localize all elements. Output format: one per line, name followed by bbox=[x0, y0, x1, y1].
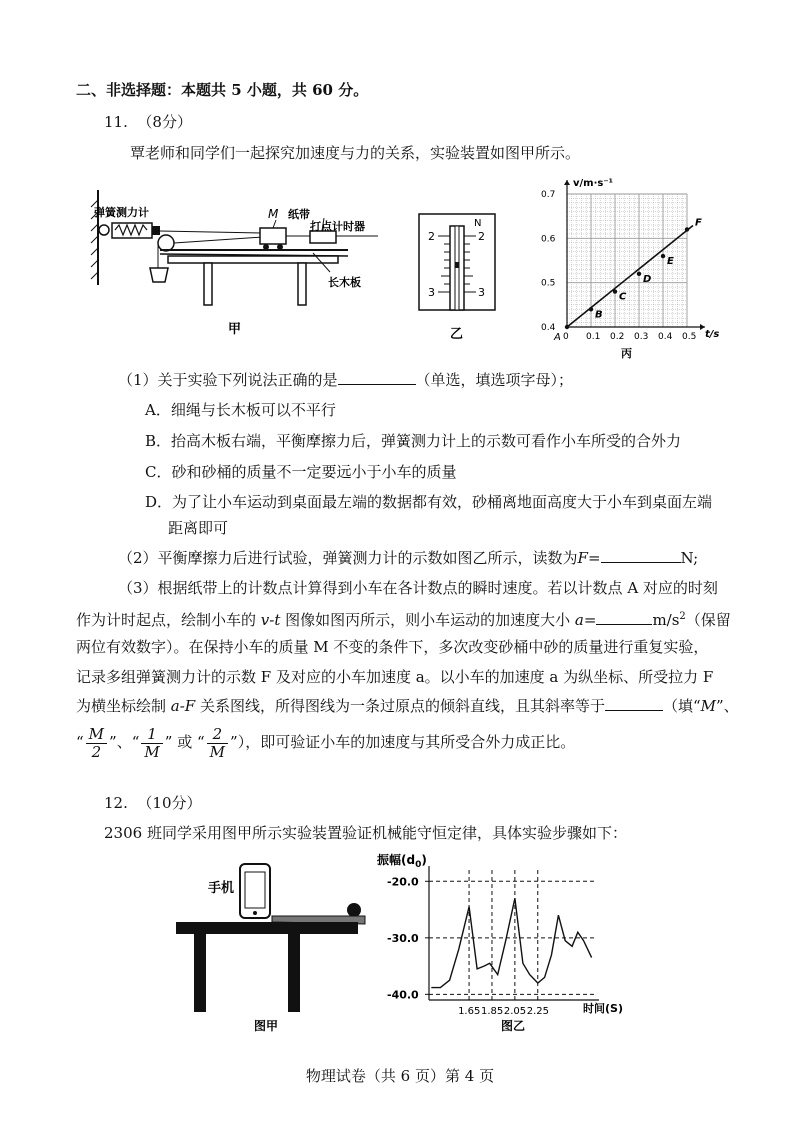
line5-d: ”、 bbox=[716, 697, 739, 715]
vt-origin-label: A bbox=[554, 332, 561, 343]
line2-eq: = bbox=[583, 611, 597, 629]
accel-var: a bbox=[574, 611, 584, 629]
scale-left-top: 2 bbox=[428, 230, 435, 243]
figure-jia-apparatus bbox=[88, 190, 398, 340]
q11-part3-line5 bbox=[76, 696, 739, 716]
tape-label: 纸带 bbox=[288, 208, 310, 221]
mass-label: M bbox=[268, 207, 279, 221]
q11-part3-line3: 两位有效数字）。在保持小车的质量 M 不变的条件下，多次改变砂桶中砂的质量进行重复实验， bbox=[76, 638, 709, 656]
fraction-denominator: M bbox=[209, 742, 226, 761]
fraction-denominator: M bbox=[144, 742, 160, 761]
q11-part2-blank[interactable] bbox=[601, 562, 681, 563]
force-var: F bbox=[577, 549, 588, 567]
accel-unit-sup: 2 bbox=[679, 611, 686, 622]
line2-b: 图像如图丙所示，则小车运动的加速度大小 bbox=[280, 611, 575, 629]
vt-y-tick-label: 0.4 bbox=[541, 323, 556, 333]
vt-point-label: D bbox=[643, 273, 652, 285]
line2-a: 作为计时起点，绘制小车的 bbox=[76, 611, 261, 629]
amp-x-tick-label: 1.65 bbox=[458, 1006, 481, 1017]
scale-right-bottom: 3 bbox=[478, 286, 485, 299]
quote-open: “ bbox=[197, 733, 205, 751]
q12-figure-jia-caption: 图甲 bbox=[254, 1019, 279, 1033]
fraction-numerator: 2 bbox=[207, 726, 228, 744]
quote-open: “ bbox=[76, 733, 84, 751]
vt-var: v-t bbox=[260, 611, 281, 629]
q11-part3-line1: （3）根据纸带上的计数点计算得到小车在各计数点的瞬时速度。若以计数点 A 对应的时刻 bbox=[118, 579, 718, 597]
section-header: 二、非选择题：本题共 5 小题，共 60 分。 bbox=[76, 81, 369, 99]
figure-bing-vt-chart bbox=[535, 172, 720, 362]
line5-b: 关系图线，所得图线为一条过原点的倾斜直线，且其斜率等于 bbox=[195, 697, 605, 715]
question-11-header bbox=[104, 112, 192, 132]
amp-x-tick-label: 1.85 bbox=[480, 1006, 504, 1017]
q11-part3-line4: 记录多组弹簧测力计的示数 F 及对应的小车加速度 a。以小车的加速度 a 为纵坐标、所受拉力 F bbox=[76, 668, 714, 686]
fraction-denominator: 2 bbox=[91, 742, 102, 761]
q11-part2-unit: N; bbox=[680, 549, 699, 567]
vt-point-label: E bbox=[667, 256, 674, 268]
line5-c: （填“ bbox=[662, 697, 701, 715]
quote-close: ” bbox=[230, 733, 238, 751]
scale-left-bottom: 3 bbox=[428, 286, 435, 299]
figure-yi-caption: 乙 bbox=[450, 327, 464, 342]
amp-series-line bbox=[431, 898, 591, 987]
question-points: （8分） bbox=[137, 113, 192, 131]
q11-part2 bbox=[118, 548, 698, 568]
vt-y-axis-arrow bbox=[564, 180, 570, 185]
vt-x-tick-label: 0.5 bbox=[682, 332, 697, 342]
option-d: D．为了让小车运动到桌面最左端的数据都有效，砂桶离地面高度大于小车到桌面左端 bbox=[145, 493, 713, 511]
q11-part3-line2 bbox=[76, 607, 731, 630]
line5-a: 为横坐标绘制 bbox=[76, 697, 171, 715]
figure-yi-scale bbox=[412, 212, 502, 344]
vt-x-axis-label: t/s bbox=[705, 329, 720, 340]
phone-label: 手机 bbox=[208, 881, 235, 896]
or-word: 或 bbox=[177, 733, 193, 751]
option-a: A．细绳与长木板可以不平行 bbox=[145, 401, 336, 419]
aF-var: a-F bbox=[170, 697, 196, 715]
q11-part1-blank[interactable] bbox=[338, 384, 416, 385]
option-M: M bbox=[700, 697, 717, 715]
amp-y-tick-label: -40.0 bbox=[387, 988, 419, 1002]
scale-unit: N bbox=[474, 218, 482, 229]
vt-x-tick-label: 0 bbox=[563, 332, 569, 342]
vt-x-tick-label: 0.3 bbox=[634, 332, 649, 342]
vt-fit-line bbox=[567, 225, 693, 327]
q11-part3-accel-blank[interactable] bbox=[596, 624, 652, 625]
q12-figure-yi-chart bbox=[365, 850, 630, 1035]
vt-x-tick-label: 0.2 bbox=[610, 332, 625, 342]
option-b: B．抬高木板右端，平衡摩擦力后，弹簧测力计上的示数可看作小车所受的合外力 bbox=[145, 432, 682, 450]
fraction-numerator: M bbox=[86, 726, 107, 744]
vt-x-tick-label: 0.1 bbox=[586, 332, 601, 342]
q11-part1-prefix: （1）关于实验下列说法正确的是 bbox=[118, 371, 338, 389]
amp-y-tick-label: -20.0 bbox=[387, 875, 419, 889]
quote-open: “ bbox=[131, 733, 140, 751]
vt-data-point bbox=[637, 272, 641, 276]
line2-c: （保留 bbox=[685, 611, 731, 629]
q12-figure-jia bbox=[170, 858, 370, 1043]
vt-x-tick-label: 0.4 bbox=[658, 332, 673, 342]
question-12-intro: 2306 班同学采用图甲所示实验装置验证机械能守恒定律，具体实验步骤如下： bbox=[104, 824, 627, 842]
q11-part2-prefix: （2）平衡摩擦力后进行试验，弹簧测力计的示数如图乙所示，读数为 bbox=[118, 549, 578, 567]
timer-label: 打点计时器 bbox=[310, 220, 365, 233]
q11-part3-line6 bbox=[76, 722, 575, 762]
amp-x-tick-label: 2.05 bbox=[503, 1006, 527, 1017]
ball-icon bbox=[347, 903, 361, 917]
vt-y-tick-label: 0.7 bbox=[541, 190, 556, 200]
q11-part1-suffix: （单选，填选项字母）； bbox=[415, 371, 574, 389]
vt-data-point bbox=[565, 325, 569, 329]
eq-sign: = bbox=[587, 549, 601, 567]
q11-part1 bbox=[118, 370, 573, 390]
vt-data-point bbox=[613, 289, 617, 293]
quote-close: ” bbox=[164, 733, 173, 751]
vt-y-tick-label: 0.6 bbox=[541, 234, 556, 245]
vt-data-point bbox=[661, 254, 665, 258]
fraction-numerator: 1 bbox=[141, 726, 162, 744]
figure-bing-caption: 丙 bbox=[621, 347, 632, 360]
vt-point-label: C bbox=[619, 291, 627, 303]
fraction-2-over-M bbox=[207, 726, 228, 761]
vt-data-point bbox=[685, 227, 689, 231]
question-points: （10分） bbox=[137, 794, 202, 812]
question-number: 12. bbox=[104, 794, 128, 812]
board-label: 长木板 bbox=[328, 276, 361, 289]
vt-point-label: B bbox=[595, 309, 603, 321]
scale-right-top: 2 bbox=[478, 230, 485, 243]
separator: 、 bbox=[116, 733, 132, 751]
page-footer: 物理试卷（共 6 页）第 4 页 bbox=[305, 1067, 495, 1085]
amp-x-label: 时间(S) bbox=[583, 1002, 623, 1015]
spring-scale-label: 弹簧测力计 bbox=[94, 206, 149, 219]
fraction-1-over-M bbox=[141, 726, 162, 761]
accel-unit: m/s bbox=[652, 611, 680, 629]
line6-end: ），即可验证小车的加速度与其所受合外力成正比。 bbox=[237, 733, 576, 751]
vt-point-label: F bbox=[695, 217, 702, 229]
question-12-header bbox=[104, 793, 202, 813]
question-11-intro: 覃老师和同学们一起探究加速度与力的关系，实验装置如图甲所示。 bbox=[130, 144, 581, 162]
amp-x-tick-label: 2.25 bbox=[526, 1006, 550, 1017]
vt-y-axis-label: v/m·s⁻¹ bbox=[573, 178, 613, 189]
vt-y-tick-label: 0.5 bbox=[541, 278, 556, 289]
question-number: 11. bbox=[104, 113, 128, 131]
quote-close: ” bbox=[109, 733, 117, 751]
amp-y-tick-label: -30.0 bbox=[387, 931, 419, 945]
fraction-M-over-2 bbox=[86, 726, 107, 761]
vt-data-point bbox=[589, 307, 593, 311]
option-c: C．砂和砂桶的质量不一定要远小于小车的质量 bbox=[145, 463, 457, 481]
figure-jia-caption: 甲 bbox=[228, 322, 242, 337]
q11-part3-slope-blank[interactable] bbox=[605, 710, 663, 711]
option-d-continued: 距离即可 bbox=[168, 519, 229, 537]
amp-y-label: 振幅$(d_0)$ bbox=[377, 853, 427, 870]
q12-figure-yi-caption: 图乙 bbox=[501, 1019, 526, 1033]
